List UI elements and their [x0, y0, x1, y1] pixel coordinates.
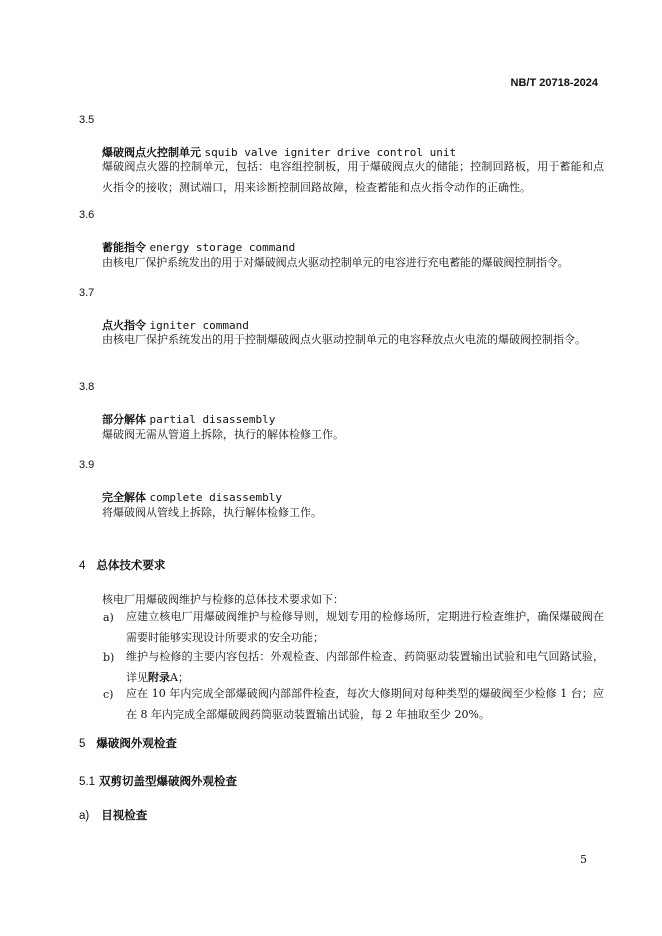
subsection-number: 5.1 — [79, 776, 95, 788]
term-definition: 爆破阀无需从管道上拆除，执行的解体检修工作。 — [102, 428, 344, 441]
subsection-heading — [79, 773, 237, 789]
term-zh: 完全解体 — [102, 491, 146, 504]
term-en: igniter command — [149, 319, 249, 332]
sub-item-title: 目视检查 — [101, 808, 148, 822]
sub-item-label: a) — [79, 810, 90, 822]
term-definition: 将爆破阀从管线上拆除，执行解体检修工作。 — [102, 506, 322, 519]
appendix-ref: 附录 — [148, 671, 170, 684]
term-en: squib valve igniter drive control unit — [204, 146, 457, 159]
section-title: 总体技术要求 — [96, 558, 166, 572]
section-intro: 核电厂用爆破阀维护与检修的总体技术要求如下： — [102, 593, 344, 606]
list-item-text-part: 维护与检修的主要内容包括：外观检查、内部部件检查、药筒驱动装置输出试验和电气回路试验，详见 — [126, 650, 604, 684]
section-heading — [79, 735, 177, 751]
section-number: 5 — [79, 738, 86, 750]
list-item-text-part: A； — [170, 671, 189, 684]
list-item-text: 应在 10 年内完成全部爆破阀内部部件检查，每次大修期间对每种类型的爆破阀至少检修 1 台；应在 8 年内完成全部爆破阀药筒驱动装置输出试验，每 2 年抽取至少 20%。 — [126, 687, 604, 721]
term-zh: 爆破阀点火控制单元 — [102, 146, 201, 159]
term-definition: 爆破阀点火器的控制单元，包括：电容组控制板，用于爆破阀点火的储能；控制回路板，用于蓄能和点火指令的接收；测试端口，用来诊断控制回路故障，检查蓄能和点火指令动作的正确性。 — [102, 160, 604, 194]
term-definition: 由核电厂保护系统发出的用于控制爆破阀点火驱动控制单元的电容释放点火电流的爆破阀控制指令。 — [102, 333, 586, 346]
subsection-title: 双剪切盖型爆破阀外观检查 — [99, 774, 237, 788]
term-en: partial disassembly — [149, 413, 276, 426]
page-number: 5 — [580, 853, 587, 866]
clause-number: 3.5 — [79, 114, 95, 126]
sub-item-heading — [79, 807, 147, 823]
clause-number: 3.7 — [79, 287, 95, 299]
term-zh: 点火指令 — [102, 319, 146, 332]
list-label: a) — [103, 611, 114, 624]
section-heading — [79, 557, 165, 573]
term-en: complete disassembly — [149, 491, 282, 504]
standard-number: NB/T 20718-2024 — [510, 77, 598, 89]
term-zh: 部分解体 — [102, 413, 146, 426]
section-number: 4 — [79, 560, 86, 572]
list-label: b) — [103, 651, 115, 664]
list-item-text — [126, 646, 604, 688]
term-definition: 由核电厂保护系统发出的用于对爆破阀点火驱动控制单元的电容进行充电蓄能的爆破阀控制指令。 — [102, 256, 569, 269]
clause-number: 3.8 — [79, 381, 95, 393]
term-en: energy storage command — [149, 241, 296, 254]
term-zh: 蓄能指令 — [102, 241, 146, 254]
list-label: c) — [103, 688, 114, 701]
list-item-text: 应建立核电厂用爆破阀维护与检修导则，规划专用的检修场所，定期进行检查维护，确保爆破阀在需要时能够实现设计所要求的安全功能； — [126, 610, 604, 644]
clause-number: 3.6 — [79, 209, 95, 221]
section-title: 爆破阀外观检查 — [96, 736, 177, 750]
clause-number: 3.9 — [79, 459, 95, 471]
